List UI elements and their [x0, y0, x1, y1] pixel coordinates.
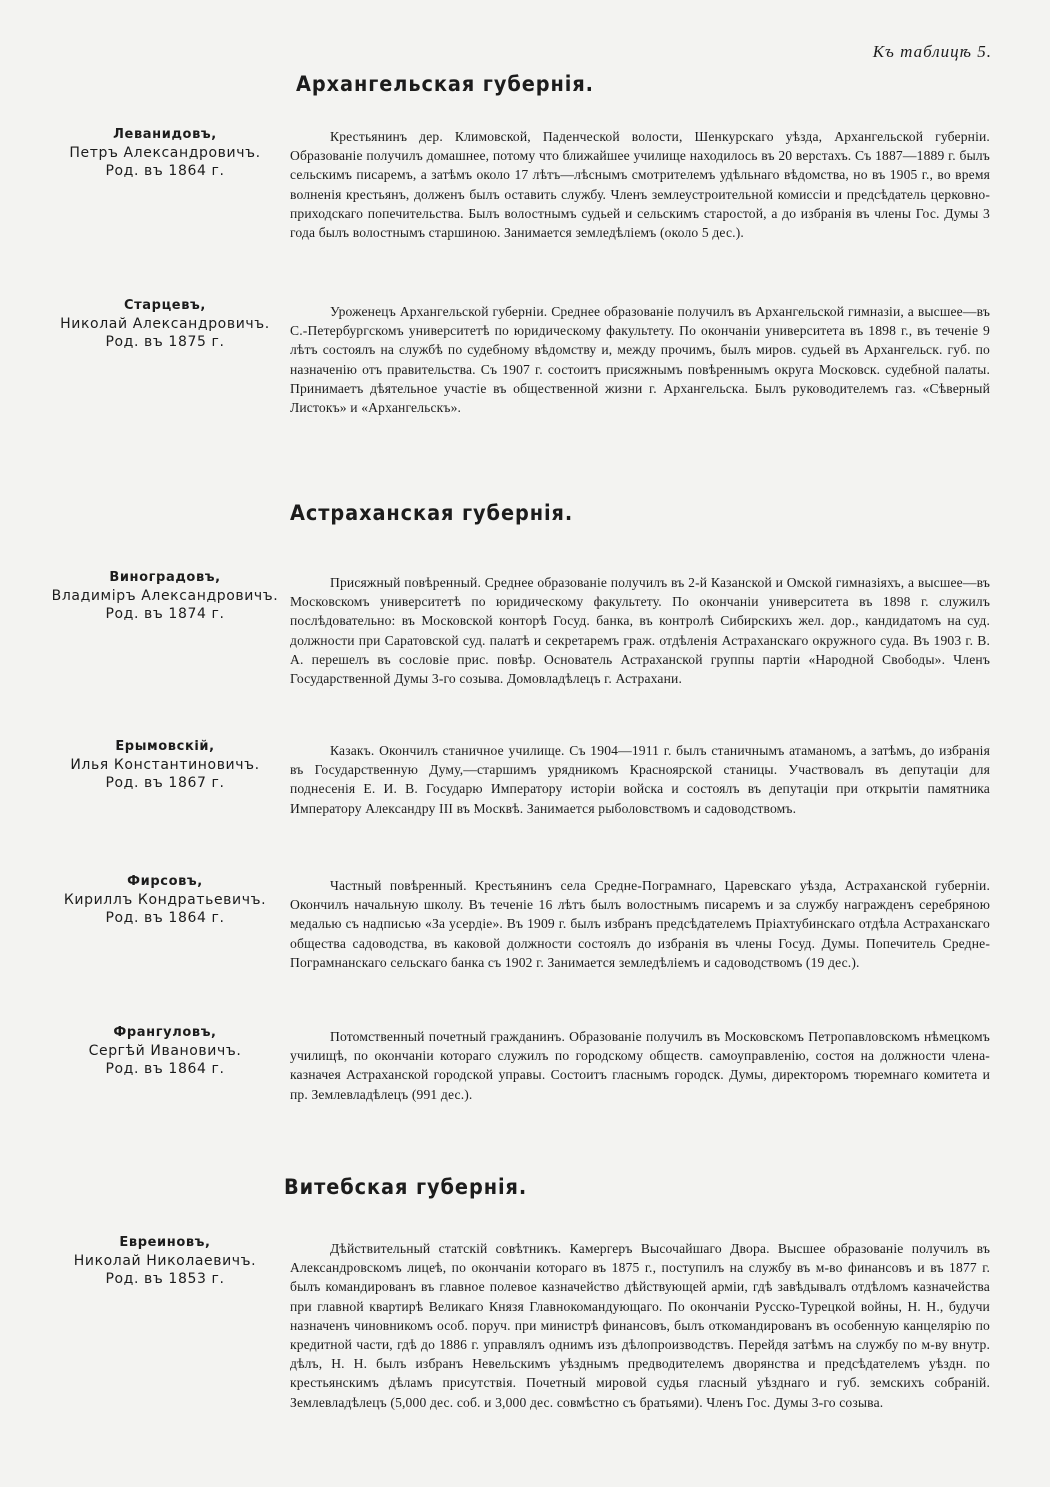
birth-year: Род. въ 1875 г. — [105, 334, 225, 350]
given-name: Илья Константиновичъ. — [70, 757, 260, 773]
surname: Франгуловъ, — [113, 1025, 217, 1040]
birth-year: Род. въ 1864 г. — [105, 1061, 225, 1077]
corner-note: Къ таблицѣ 5. — [872, 42, 992, 61]
section-title: Архангельская губернія. — [296, 72, 594, 96]
birth-year: Род. въ 1874 г. — [105, 606, 225, 622]
name-block — [40, 569, 290, 623]
name-block — [40, 126, 290, 180]
surname: Евреиновъ, — [119, 1235, 211, 1250]
biography: Потомственный почетный гражданинъ. Образованіе получилъ въ Московскомъ Петропавловскомъ нѣмецкомъ училищѣ, по окончаніи котораго служилъ по городскому обществ. самоуправленію, состоя на должности члена-казначея Астраханской городской управы. Состоитъ гласнымъ городск. Думы, директоромъ тюремнаго комитета и пр. Землевладѣлецъ (991 дес.). — [290, 1029, 990, 1102]
biography: Дѣйствительный статскій совѣтникъ. Камергеръ Высочайшаго Двора. Высшее образованіе получилъ въ Александровскомъ лицеѣ, по окончаніи котораго въ 1875 г., поступилъ на службу въ м-во финансовъ и въ 1877 г. былъ командированъ въ главное полевое казначейство дѣйствующей арміи, гдѣ завѣдывалъ отдѣломъ казначейства при главной квартирѣ Великаго Князя Главнокомандующаго. По окончаніи Русско-Турецкой войны, Н. Н., будучи назначенъ чиновникомъ особ. поруч. при министрѣ финансовъ, былъ откомандированъ въ особенную канцелярію по кредитной части, гдѣ до 1886 г. управлялъ однимъ изъ дѣлопроизводствъ. Перейдя затѣмъ на службу по м-ву внутр. дѣлъ, Н. Н. былъ избранъ Невельскимъ уѣзднымъ предводителемъ дворянства и предсѣдателемъ уѣздн. по крестьянскимъ дѣламъ присутствія. Почетный мировой судья гласный уѣзднаго и губ. земскихъ собраній. Землевладѣлецъ (5,000 дес. соб. и 3,000 дес. совмѣстно съ братьями). Членъ Гос. Думы 3-го созыва. — [290, 1241, 990, 1410]
section-title: Астраханская губернія. — [290, 501, 574, 525]
name-block — [40, 738, 290, 792]
surname: Ерымовскій, — [115, 739, 215, 754]
given-name: Кириллъ Кондратьевичъ. — [63, 892, 267, 908]
name-block — [40, 873, 290, 927]
birth-year: Род. въ 1867 г. — [105, 775, 225, 791]
given-name: Николай Николаевичъ. — [73, 1253, 257, 1269]
given-name: Владиміръ Александровичъ. — [51, 588, 279, 604]
surname: Старцевъ, — [124, 298, 206, 313]
given-name: Сергѣй Ивановичъ. — [88, 1043, 242, 1059]
biography: Крестьянинъ дер. Климовской, Паденческой волости, Шенкурскаго уѣзда, Архангельской губерніи. Образованіе получилъ домашнее, потому что ближайшее училище находилось въ 20 верстахъ. Съ 1887—1889 г. былъ сельскимъ писаремъ, а затѣмъ около 17 лѣтъ—лѣснымъ смотрителемъ удѣльнаго вѣдомства, но въ 1905 г., во время волненія крестьянъ, долженъ былъ оставить службу. Членъ землеустроительной комиссіи и предсѣдатель церковно-приходскаго попечительства. Былъ волостнымъ судьей и сельскимъ старостой, а до избранія въ члены Гос. Думы 3 года былъ волостнымъ старшиною. Занимается земледѣліемъ (около 5 дес.). — [290, 129, 990, 241]
given-name: Петръ Александровичъ. — [69, 145, 261, 161]
name-block — [40, 1024, 290, 1078]
name-block — [40, 1234, 290, 1288]
biography: Присяжный повѣренный. Среднее образованіе получилъ въ 2-й Казанской и Омской гимназіяхъ, а высшее—въ Московскомъ университетѣ по юридическому факультету. По окончаніи университета въ 1898 г. служилъ послѣдовательно: въ Московской конторѣ Госуд. банка, въ контролѣ Сибирскихъ жел. дор., кандидатомъ на суд. должности при Саратовской суд. палатѣ и секретаремъ граж. отдѣленія Астраханскаго окружного суда. Въ 1903 г. В. А. перешелъ въ сословіе прис. повѣр. Основатель Астраханской группы партіи «Народной Свободы». Членъ Государственной Думы 3-го созыва. Домовладѣлецъ г. Астрахани. — [290, 575, 990, 687]
given-name: Николай Александровичъ. — [60, 316, 270, 332]
surname: Леванидовъ, — [113, 127, 217, 142]
surname: Фирсовъ, — [127, 874, 203, 889]
birth-year: Род. въ 1864 г. — [105, 163, 225, 179]
biography: Частный повѣренный. Крестьянинъ села Средне-Пограмнаго, Царевскаго уѣзда, Астраханской губерніи. Окончилъ начальную школу. Въ теченіе 16 лѣтъ былъ волостнымъ писаремъ и за службу награжденъ серебряною медалью съ надписью «За усердіе». Въ 1909 г. былъ избранъ предсѣдателемъ Пріахтубинскаго отдѣла Астраханскаго общества садоводства, въ каковой должности состоялъ до избранія въ члены Госуд. Думы. Попечитель Средне-Пограмнанскаго сельскаго банка съ 1902 г. Занимается земледѣліемъ и садоводствомъ (19 дес.). — [290, 878, 990, 970]
birth-year: Род. въ 1853 г. — [105, 1271, 225, 1287]
biography: Уроженецъ Архангельской губерніи. Среднее образованіе получилъ въ Архангельской гимназіи, а высшее—въ С.-Петербургскомъ университетѣ по юридическому факультету. По окончаніи университета въ 1898 г., въ теченіе 9 лѣтъ состоялъ на службѣ по судебному вѣдомству и, между прочимъ, былъ миров. судьей въ Архангельск. губ. по назначенію отъ правительства. Съ 1907 г. состоитъ присяжнымъ повѣреннымъ округа Московск. судебной палаты. Принимаетъ дѣятельное участіе въ общественной жизни г. Архангельска. Былъ руководителемъ газ. «Сѣверный Листокъ» и «Архангельскъ». — [290, 304, 990, 416]
section-title: Витебская губернія. — [284, 1175, 528, 1199]
biography: Казакъ. Окончилъ станичное училище. Съ 1904—1911 г. былъ станичнымъ атаманомъ, а затѣмъ, до избранія въ Государственную Думу,—старшимъ урядникомъ Красноярской станицы. Участвовалъ въ депутаціи для поднесенія Е. И. В. Государю Императору исторіи войска и состоялъ въ депутаціи при открытіи памятника Императору Александру III въ Москвѣ. Занимается рыболовствомъ и садоводствомъ. — [290, 743, 990, 816]
birth-year: Род. въ 1864 г. — [105, 910, 225, 926]
name-block — [40, 297, 290, 351]
surname: Виноградовъ, — [109, 570, 221, 585]
